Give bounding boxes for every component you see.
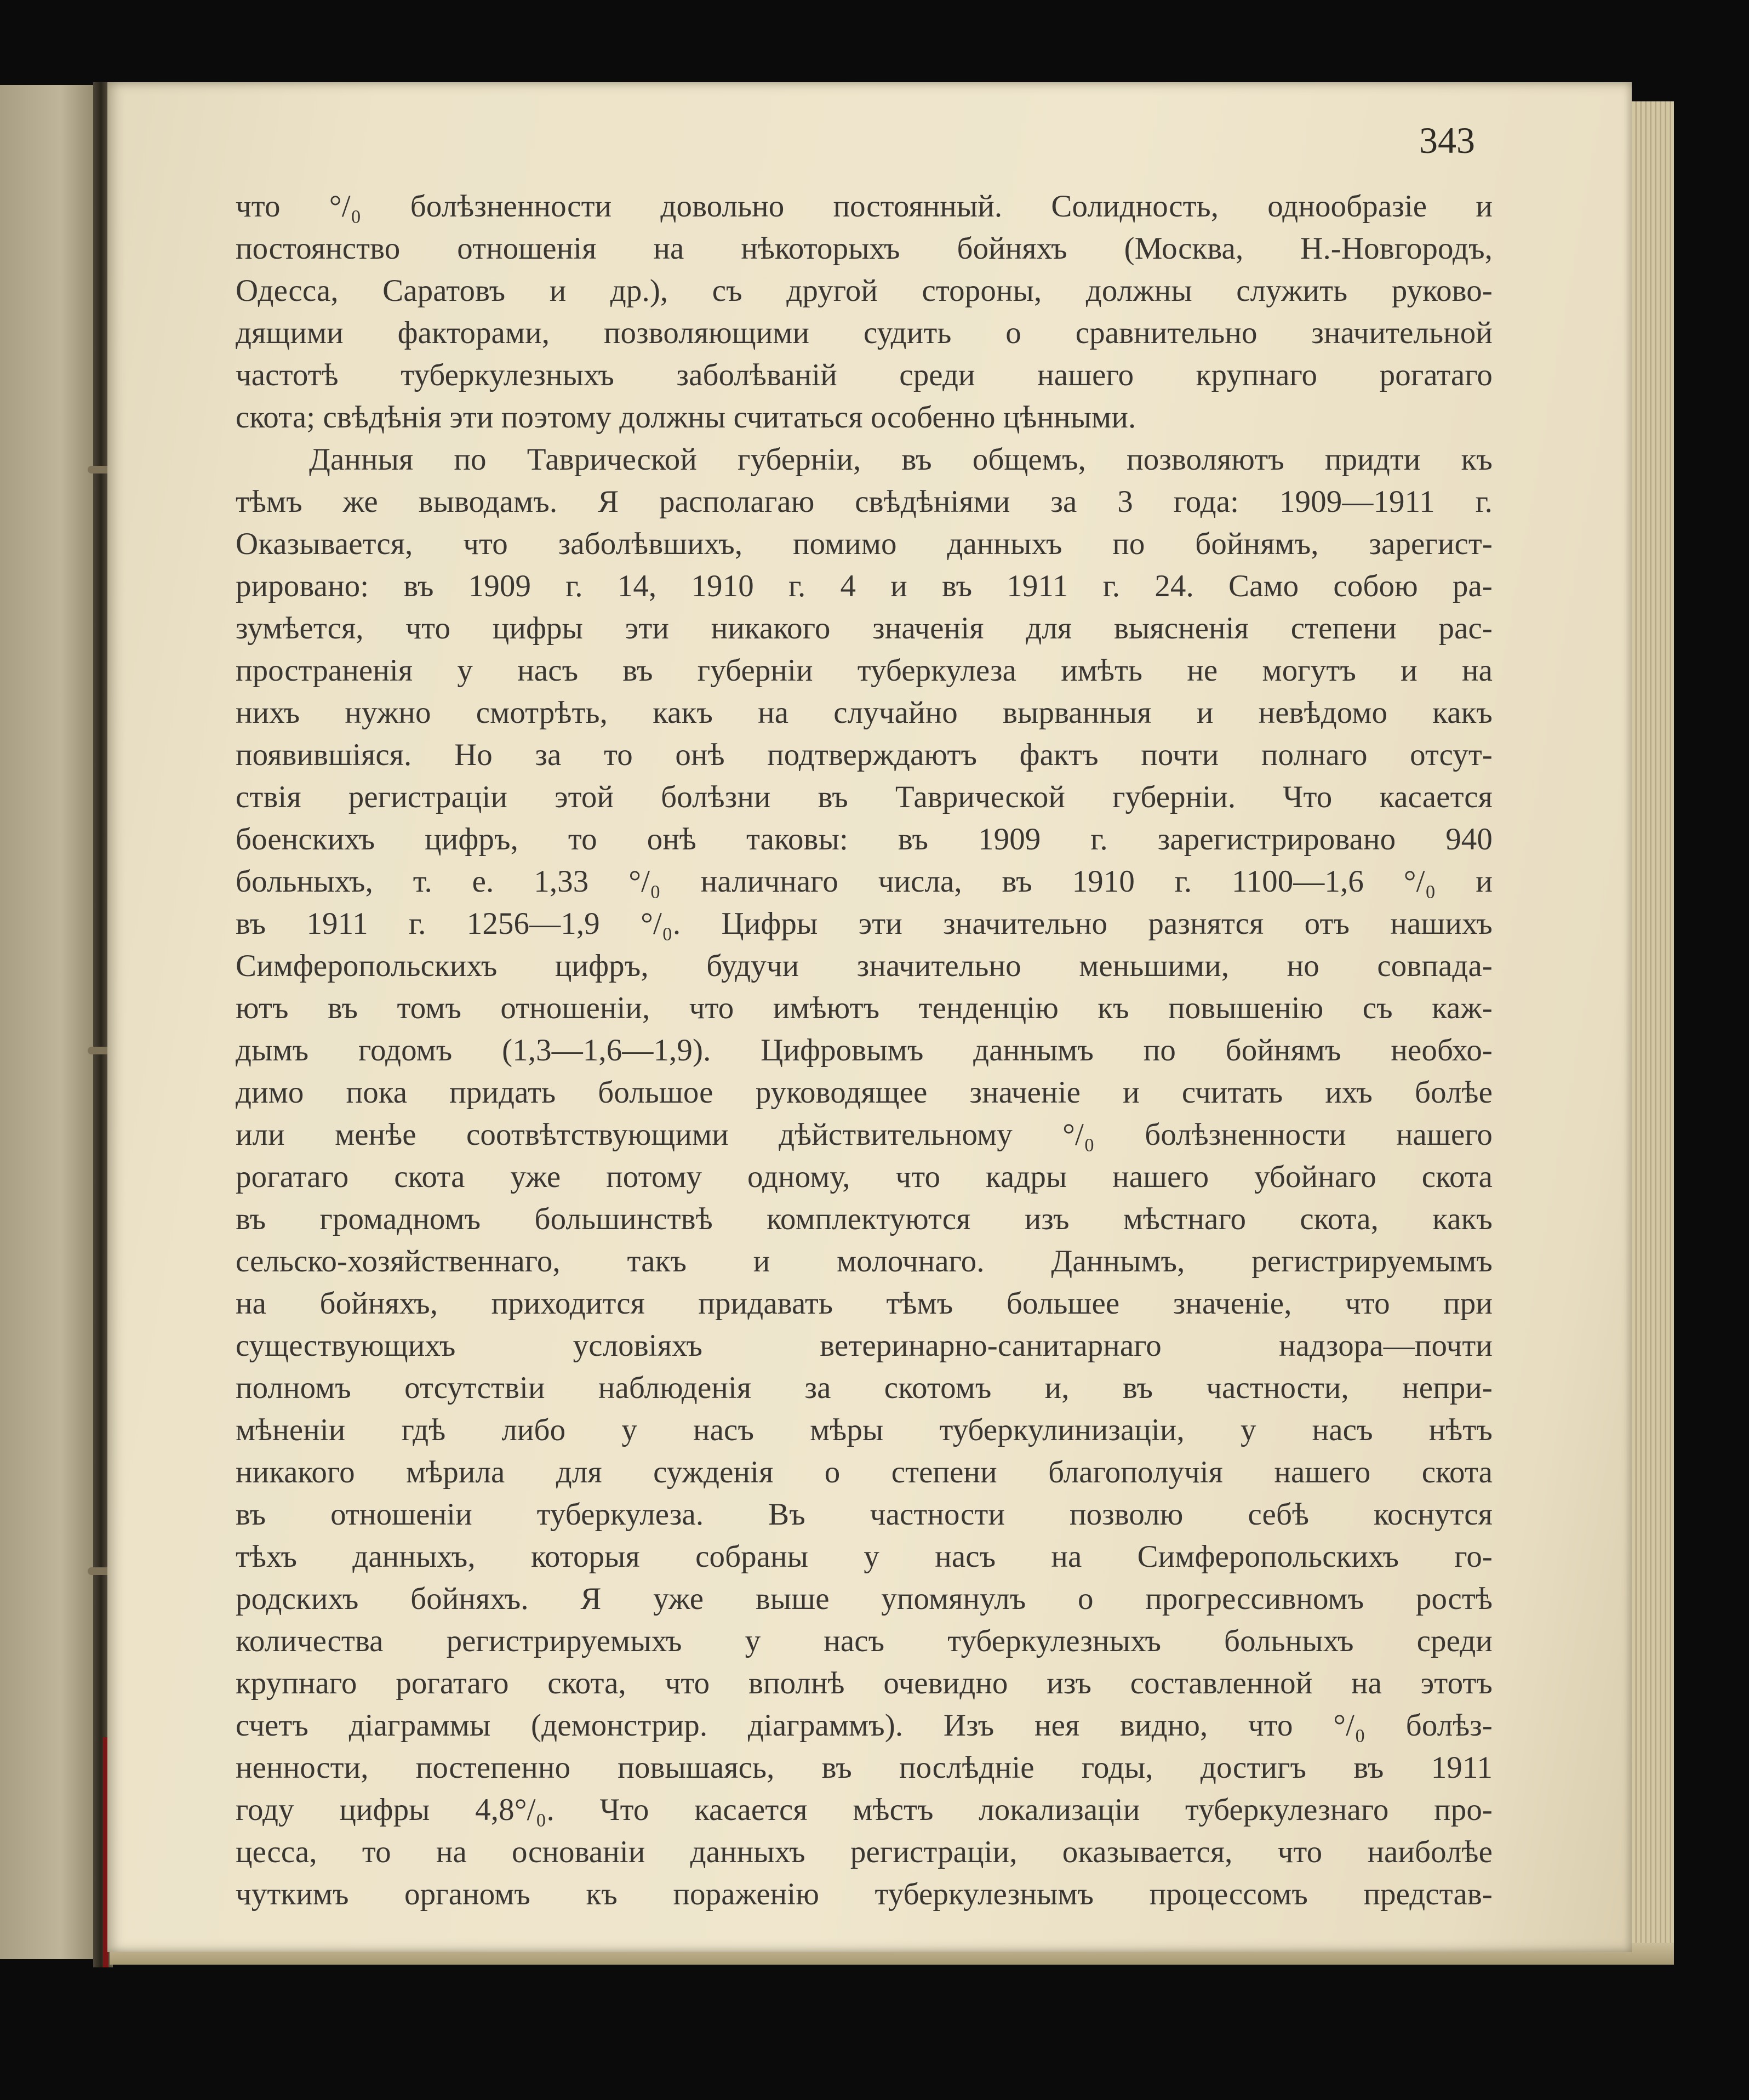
text-line: скота; свѣдѣнія эти поэтому должны считаться особенно цѣнными. (236, 400, 1136, 435)
text-line: ненности, постепенно повышаясь, въ послѣдніе годы, достигъ въ 1911 (236, 1750, 1493, 1785)
text-line: или менѣе соотвѣтствующими дѣйствительному °/₀ болѣзненности нашего (236, 1117, 1493, 1152)
text-line: нихъ нужно смотрѣть, какъ на случайно вырванныя и невѣдомо какъ (236, 695, 1493, 730)
text-line: рогатаго скота уже потому одному, что кадры нашего убойнаго скота (236, 1160, 1493, 1194)
text-line: рировано: въ 1909 г. 14, 1910 г. 4 и въ 1911 г. 24. Само собою ра- (236, 569, 1493, 603)
text-line: Одесса, Саратовъ и др.), съ другой стороны, должны служить руково- (236, 273, 1493, 308)
text-line: больныхъ, т. е. 1,33 °/₀ наличнаго числа, въ 1910 г. 1100—1,6 °/₀ и (236, 864, 1493, 899)
text-line: въ 1911 г. 1256—1,9 °/₀. Цифры эти значительно разнятся отъ нашихъ (236, 906, 1493, 941)
text-line: частотѣ туберкулезныхъ заболѣваній среди нашего крупнаго рогатаго (236, 358, 1493, 392)
text-line: въ громадномъ большинствѣ комплектуются изъ мѣстнаго скота, какъ (236, 1202, 1493, 1236)
text-line: Симферопольскихъ цифръ, будучи значительно меньшими, но совпада- (236, 949, 1493, 983)
text-line: мѣненіи гдѣ либо у насъ мѣры туберкулинизаціи, у насъ нѣтъ (236, 1413, 1493, 1447)
text-line: тѣхъ данныхъ, которыя собраны у насъ на Симферопольскихъ го- (236, 1539, 1493, 1574)
text-line: родскихъ бойняхъ. Я уже выше упомянулъ о прогрессивномъ ростѣ (236, 1582, 1493, 1616)
page-body-text (236, 185, 1493, 1915)
text-line: пространенія у насъ въ губерніи туберкулеза имѣть не могутъ и на (236, 653, 1493, 688)
text-line: количества регистрируемыхъ у насъ туберкулезныхъ больныхъ среди (236, 1624, 1493, 1658)
text-line: въ отношеніи туберкулеза. Въ частности позволю себѣ коснутся (236, 1497, 1493, 1532)
text-line: чуткимъ органомъ къ пораженію туберкулезнымъ процессомъ представ- (236, 1877, 1493, 1911)
text-line: зумѣется, что цифры эти никакого значенія для выясненія степени рас- (236, 611, 1493, 646)
text-line: Оказывается, что заболѣвшихъ, помимо данныхъ по бойнямъ, зарегист- (236, 527, 1493, 561)
text-line: цесса, то на основаніи данныхъ регистраціи, оказывается, что наиболѣе (236, 1835, 1493, 1869)
text-line: дымъ годомъ (1,3—1,6—1,9). Цифровымъ даннымъ по бойнямъ необхо- (236, 1033, 1493, 1068)
text-line: на бойняхъ, приходится придавать тѣмъ большее значеніе, что при (236, 1286, 1493, 1321)
text-line: ствія регистраціи этой болѣзни въ Таврической губерніи. Что касается (236, 780, 1493, 814)
text-line: году цифры 4,8°/₀. Что касается мѣстъ локализаціи туберкулезнаго про- (236, 1793, 1493, 1827)
text-line: счетъ діаграммы (демонстрир. діаграммъ). Изъ нея видно, что °/₀ болѣз- (236, 1708, 1493, 1743)
text-line: появившіяся. Но за то онѣ подтверждаютъ фактъ почти полнаго отсут- (236, 738, 1493, 772)
text-line: никакого мѣрила для сужденія о степени благополучія нашего скота (236, 1455, 1493, 1490)
text-line: крупнаго рогатаго скота, что вполнѣ очевидно изъ составленной на этотъ (236, 1666, 1493, 1700)
text-line: сельско-хозяйственнаго, такъ и молочнаго. Даннымъ, регистрируемымъ (236, 1244, 1493, 1279)
text-line: Данныя по Таврической губерніи, въ общемъ, позволяютъ придти къ (309, 442, 1493, 477)
text-line: тѣмъ же выводамъ. Я располагаю свѣдѣніями за 3 года: 1909—1911 г. (236, 484, 1493, 519)
text-line: ютъ въ томъ отношеніи, что имѣютъ тенденцію къ повышенію съ каж- (236, 991, 1493, 1025)
text-line: полномъ отсутствіи наблюденія за скотомъ и, въ частности, непри- (236, 1371, 1493, 1405)
text-line: димо пока придать большое руководящее значеніе и считать ихъ болѣе (236, 1075, 1493, 1110)
page-number: 343 (1419, 119, 1475, 161)
previous-page-edge (0, 85, 101, 1959)
text-line: дящими факторами, позволяющими судить о сравнительно значительной (236, 316, 1493, 350)
text-line: существующихъ условіяхъ ветеринарно-санитарнаго надзора—почти (236, 1328, 1493, 1363)
text-line: что °/₀ болѣзненности довольно постоянный. Солидность, однообразіе и (236, 189, 1493, 224)
text-line: боенскихъ цифръ, то онѣ таковы: въ 1909 г. зарегистрировано 940 (236, 822, 1493, 857)
book-page (107, 82, 1632, 1952)
text-line: постоянство отношенія на нѣкоторыхъ бойняхъ (Москва, Н.-Новгородъ, (236, 231, 1493, 266)
